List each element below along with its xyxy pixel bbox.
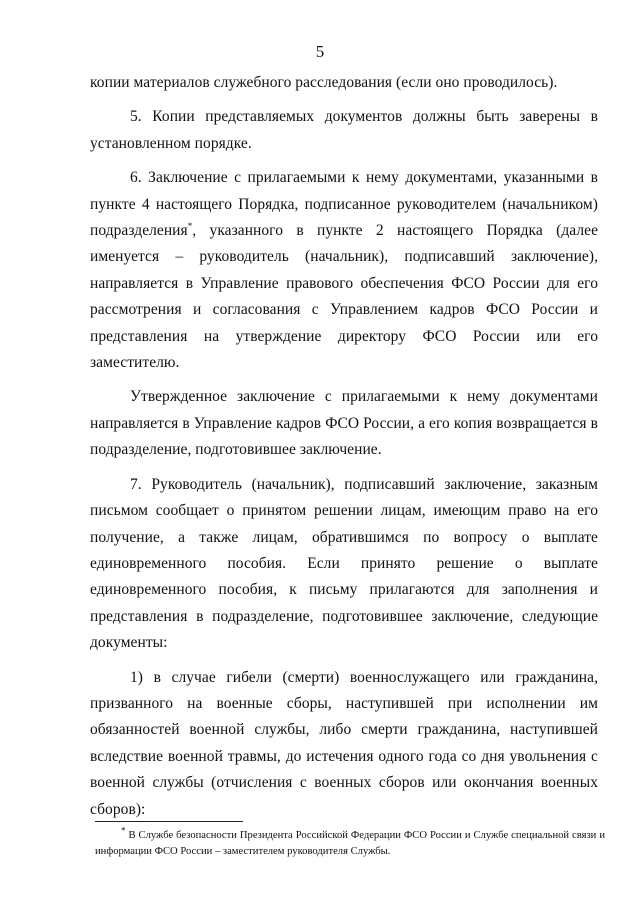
- footnote-divider: [95, 821, 243, 822]
- paragraph-5: 5. Копии представляемых документов должны быть заверены в установленном порядке.: [90, 108, 598, 152]
- footnote-reference-mark: *: [187, 220, 193, 231]
- page-number: 5: [315, 42, 325, 61]
- footnote-mark: *: [121, 825, 126, 836]
- paragraph-7: 7. Руководитель (начальник), подписавший заключение, заказным письмом сообщает о принятом решении лицам, имеющим право на его получение, а также лицам, обратившимся по вопросу о выплате единовременного пособия. Если принято решение о выплате единовременного пособия, к письму прилагаются для заполнения и представления в подразделение, подготовившее заключение, следующие документы:: [90, 475, 598, 652]
- footnote-text: В Службе безопасности Президента Российской Федерации ФСО России и Службе специальной связи и информации ФСО России – заместителем руководителя Службы.: [95, 830, 605, 857]
- paragraph-6-part-1: 6. Заключение с прилагаемыми к нему документами, указанными в пункте 4 настоящего Порядка, подписанное руководителем (начальником) подразделения: [90, 169, 598, 240]
- paragraph-continuation: копии материалов служебного расследования (если оно проводилось).: [90, 74, 558, 91]
- footnote: [95, 825, 605, 860]
- paragraph-6: [90, 165, 598, 376]
- paragraph-7-item-1: 1) в случае гибели (смерти) военнослужащего или гражданина, призванного на военные сборы, наступившей при исполнении им обязанностей военной службы, либо смерти гражданина, наступившей вследствие военной травмы, до истечения одного года со дня увольнения с военной службы (отчисления с военных сборов или окончания военных сборов):: [90, 668, 598, 818]
- document-body: [90, 70, 598, 823]
- paragraph-6-part-2: , указанного в пункте 2 настоящего Порядка (далее именуется – руководитель (начальник), подписавший заключение), направляется в Управление правового обеспечения ФСО России для его рассмотрения и согласования с Управлением кадров ФСО России и представления на утверждение директору ФСО России или его заместителю.: [90, 222, 598, 372]
- paragraph-approved-conclusion: Утвержденное заключение с прилагаемыми к нему документами направляется в Управление кадров ФСО России, а его копия возвращается в подразделение, подготовившее заключение.: [90, 388, 598, 459]
